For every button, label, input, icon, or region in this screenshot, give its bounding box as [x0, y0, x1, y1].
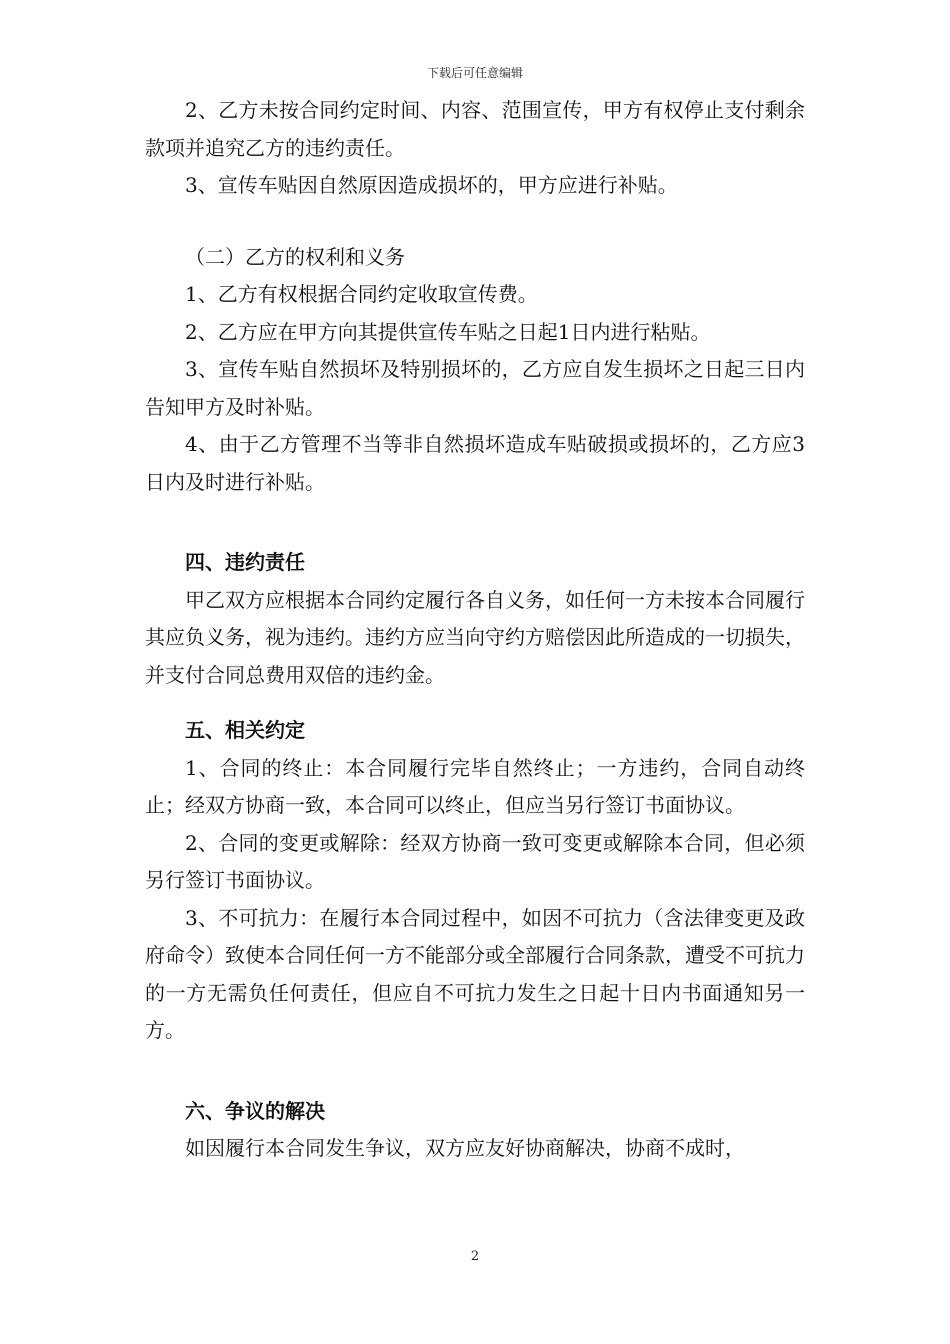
section-gap [145, 501, 805, 544]
subsection-title-party-b: （二）乙方的权利和义务 [185, 244, 405, 269]
paragraph-party-b-1: 1、乙方有权根据合同约定收取宣传费。 [185, 282, 538, 306]
page-header-note: 下载后可任意编辑 [426, 66, 523, 80]
paragraph-related-3: 3、不可抗力：在履行本合同过程中，如因不可抗力（含法律变更及政府命令）致使本合同任何一方不能部分或全部履行合同条款，遭受不可抗力的一方无需负任何责任，但应自不可抗力发生之日起十日内书面通知另一方。 [145, 905, 805, 1042]
paragraph-gap [145, 205, 805, 239]
paragraph-party-b-4: 4、由于乙方管理不当等非自然损坏造成车贴破损或损坏的，乙方应3日内及时进行补贴。 [145, 432, 805, 494]
paragraph-party-a-obligation-2: 2、乙方未按合同约定时间、内容、范围宣传，甲方有权停止支付剩余款项并追究乙方的违约责任。 [145, 98, 805, 160]
document-body [145, 92, 805, 1168]
paragraph-party-b-2: 2、乙方应在甲方向其提供宣传车贴之日起1日内进行粘贴。 [185, 319, 711, 344]
section-heading-related: 五、相关约定 [185, 718, 305, 742]
section-gap [145, 1050, 805, 1093]
paragraph-party-a-obligation-3: 3、宣传车贴因自然原因造成损坏的，甲方应进行补贴。 [185, 173, 678, 197]
page-number: 2 [470, 1249, 480, 1264]
paragraph-dispute: 如因履行本合同发生争议，双方应友好协商解决，协商不成时， [185, 1136, 745, 1160]
section-gap [145, 694, 805, 712]
section-heading-breach: 四、违约责任 [185, 550, 305, 574]
paragraph-related-1: 1、合同的终止：本合同履行完毕自然终止；一方违约，合同自动终止；经双方协商一致，本合同可以终止，但应当另行签订书面协议。 [145, 755, 805, 817]
section-heading-dispute: 六、争议的解决 [185, 1098, 325, 1123]
paragraph-breach: 甲乙双方应根据本合同约定履行各自义务，如任何一方未按本合同履行其应负义务，视为违约。违约方应当向守约方赔偿因此所造成的一切损失，并支付合同总费用双倍的违约金。 [145, 587, 805, 687]
paragraph-party-b-3: 3、宣传车贴自然损坏及特别损坏的，乙方应自发生损坏之日起三日内告知甲方及时补贴。 [145, 357, 805, 419]
paragraph-related-2: 2、合同的变更或解除：经双方协商一致可变更或解除本合同，但必须另行签订书面协议。 [145, 830, 805, 892]
